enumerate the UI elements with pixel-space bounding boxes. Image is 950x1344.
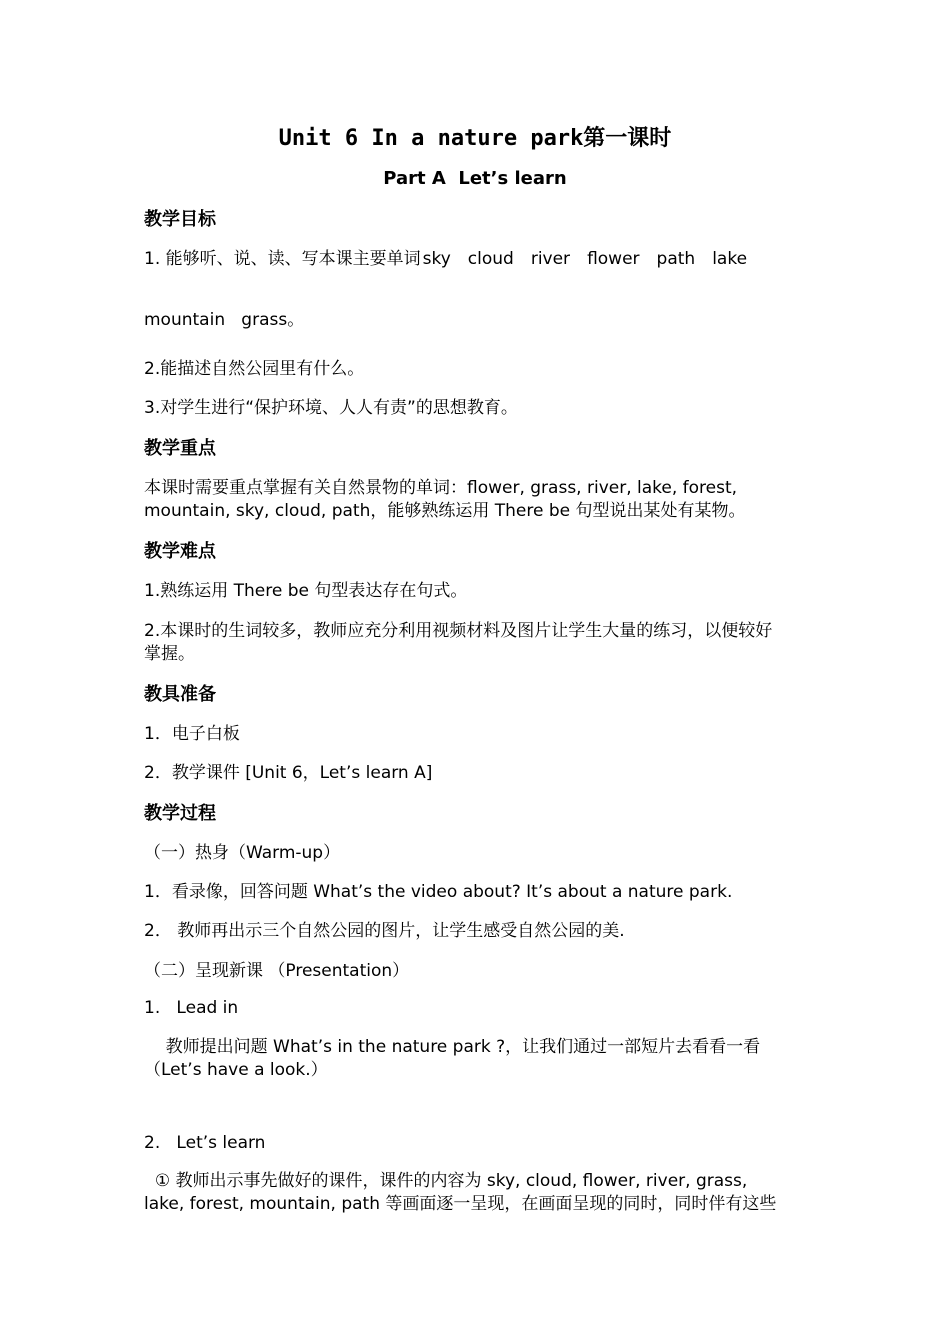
vocab-word: flower (587, 249, 640, 269)
lets-learn-text-line-1: ① 教师出示事先做好的课件，课件的内容为 sky, cloud, flower, river, grass, (144, 1171, 748, 1191)
vocab-word: lake (712, 249, 748, 269)
objective-item-1-prefix: 1. 能够听、说、读、写本课主要单词 (144, 249, 421, 269)
objective-item-1 (144, 248, 800, 271)
section-heading-key-points: 教学重点 (144, 438, 216, 459)
difficulty-item-2-line-1: 2.本课时的生词较多，教师应充分利用视频材料及图片让学生大量的练习，以便较好 (144, 621, 773, 641)
key-points-line-1: 本课时需要重点掌握有关自然景物的单词：flower, grass, river, lake, forest, (144, 478, 738, 498)
material-item-1: 1．电子白板 (144, 724, 240, 744)
vocab-word: river (530, 249, 571, 269)
section-heading-objectives: 教学目标 (144, 209, 216, 230)
difficulty-item-1: 1.熟练运用 There be 句型表达存在句式。 (144, 581, 468, 601)
section-heading-difficulties: 教学难点 (144, 541, 216, 562)
document-title: Unit 6 In a nature park第一课时 (278, 126, 672, 151)
document-subtitle: Part A Let’s learn (383, 168, 567, 189)
lead-in-heading: 1. Lead in (144, 998, 239, 1018)
material-item-2: 2．教学课件 [Unit 6，Let’s learn A] (144, 763, 433, 783)
warmup-heading: （一）热身（Warm-up） (144, 843, 341, 863)
warmup-item-1: 1．看录像，回答问题 What’s the video about? It’s about a nature park. (144, 882, 733, 902)
vocab-word: path (656, 249, 696, 269)
lets-learn-text-line-2: lake, forest, mountain, path 等画面逐一呈现，在画面呈现的同时，同时伴有这些 (144, 1194, 777, 1214)
vocab-word: sky (422, 249, 451, 269)
presentation-heading: （二）呈现新课 （Presentation） (144, 961, 410, 981)
difficulty-item-2-line-2: 掌握。 (144, 644, 195, 664)
lead-in-text-line-2: （Let’s have a look.） (144, 1060, 328, 1080)
lead-in-text-line-1: 教师提出问题 What’s in the nature park ?，让我们通过一部短片去看看一看 (144, 1037, 761, 1057)
section-heading-process: 教学过程 (144, 803, 216, 824)
key-points-line-2: mountain, sky, cloud, path，能够熟练运用 There be 句型说出某处有某物。 (144, 501, 746, 521)
lets-learn-heading: 2. Let’s learn (144, 1133, 266, 1153)
section-heading-materials: 教具准备 (144, 684, 216, 705)
vocab-word: cloud (467, 249, 514, 269)
objective-item-1-continued: mountain grass。 (144, 310, 305, 330)
objective-item-2: 2.能描述自然公园里有什么。 (144, 359, 365, 379)
objective-item-3: 3.对学生进行“保护环境、人人有责”的思想教育。 (144, 398, 518, 418)
warmup-item-2: 2． 教师再出示三个自然公园的图片，让学生感受自然公园的美. (144, 921, 625, 941)
